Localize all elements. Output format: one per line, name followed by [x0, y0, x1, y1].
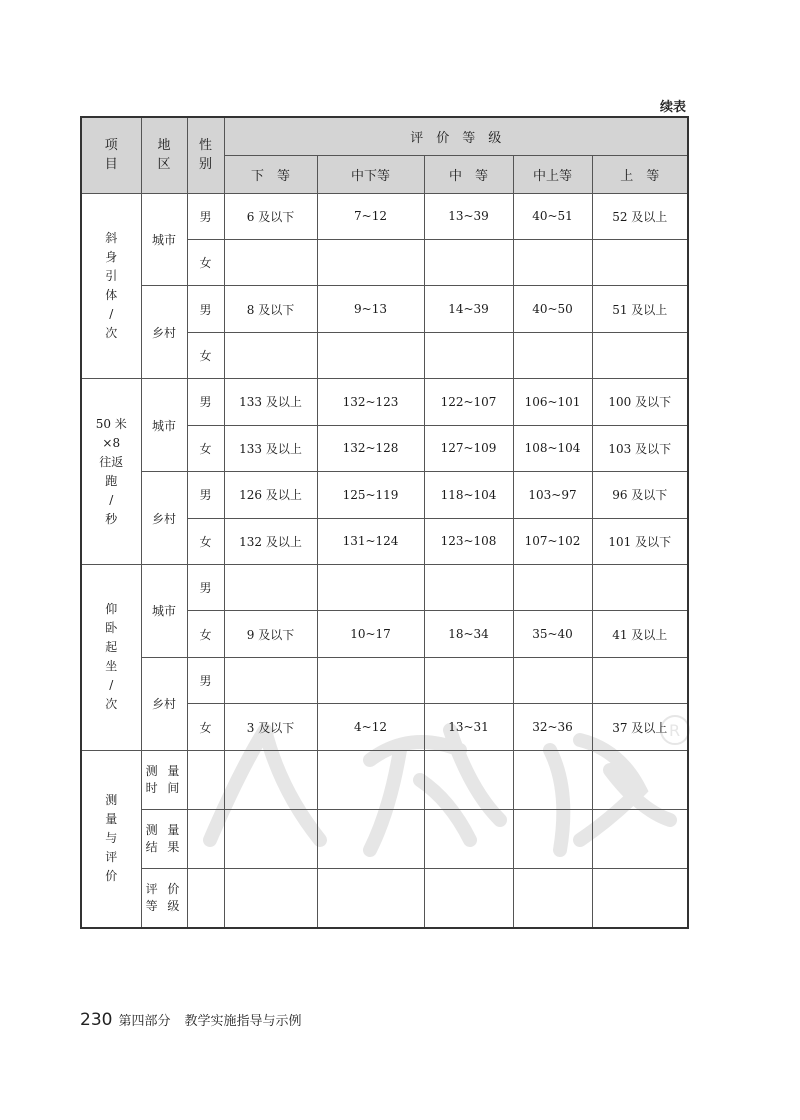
- fill-in-cell[interactable]: [424, 750, 513, 809]
- measurement-label: 测 量 结 果: [141, 809, 187, 868]
- grade-cell-upper-middle: [513, 332, 592, 378]
- grade-cell-lower-middle: [317, 332, 424, 378]
- fill-in-cell[interactable]: [224, 750, 317, 809]
- section-title: 斜 身 引 体 / 次: [81, 193, 141, 379]
- measurement-row: [81, 869, 688, 928]
- grade-cell-low: [224, 565, 317, 611]
- grade-cell-lower-middle: 7~12: [317, 193, 424, 239]
- grade-cell-middle: 14~39: [424, 286, 513, 332]
- gender-label: 女: [187, 332, 224, 378]
- region-label: 乡村: [141, 657, 187, 750]
- grade-cell-lower-middle: [317, 565, 424, 611]
- svg-text:R: R: [669, 721, 681, 740]
- empty-gender-cell[interactable]: [187, 809, 224, 868]
- fill-in-cell[interactable]: [592, 750, 688, 809]
- region-label: 乡村: [141, 472, 187, 565]
- gender-label: 女: [187, 611, 224, 657]
- table-row: [81, 472, 688, 518]
- grade-cell-high: 103 及以下: [592, 425, 688, 471]
- fill-in-cell[interactable]: [317, 809, 424, 868]
- measurement-row: [81, 750, 688, 809]
- gender-label: 男: [187, 472, 224, 518]
- grade-cell-lower-middle: [317, 239, 424, 285]
- grade-cell-low: [224, 657, 317, 703]
- grade-cell-high: 51 及以上: [592, 286, 688, 332]
- page-number: 230: [80, 1010, 113, 1030]
- grade-cell-lower-middle: [317, 657, 424, 703]
- gender-label: 男: [187, 286, 224, 332]
- grade-cell-low: [224, 239, 317, 285]
- grade-cell-low: [224, 332, 317, 378]
- grade-cell-middle: 123~108: [424, 518, 513, 564]
- gender-label: 女: [187, 425, 224, 471]
- grade-cell-upper-middle: 106~101: [513, 379, 592, 425]
- evaluation-table: [80, 116, 689, 929]
- fill-in-cell[interactable]: [513, 869, 592, 928]
- header-grade-high: 上 等: [592, 155, 688, 193]
- table-row: [81, 565, 688, 611]
- grade-cell-lower-middle: 9~13: [317, 286, 424, 332]
- grade-cell-lower-middle: 10~17: [317, 611, 424, 657]
- header-evaluation-level: 评 价 等 级: [224, 117, 688, 155]
- grade-cell-lower-middle: 132~128: [317, 425, 424, 471]
- grade-cell-low: 9 及以下: [224, 611, 317, 657]
- footer-title: 教学实施指导与示例: [184, 1014, 302, 1029]
- grade-cell-low: 132 及以上: [224, 518, 317, 564]
- grade-cell-upper-middle: [513, 657, 592, 703]
- gender-label: 女: [187, 518, 224, 564]
- gender-label: 男: [187, 193, 224, 239]
- page-footer: [80, 1010, 301, 1030]
- grade-cell-middle: [424, 565, 513, 611]
- grade-cell-upper-middle: 32~36: [513, 704, 592, 750]
- grade-cell-lower-middle: 125~119: [317, 472, 424, 518]
- grade-cell-upper-middle: 35~40: [513, 611, 592, 657]
- header-gender: 性 别: [187, 117, 224, 193]
- section-title: 50 米 ×8 往返 跑 / 秒: [81, 379, 141, 565]
- grade-cell-middle: 127~109: [424, 425, 513, 471]
- grade-cell-middle: [424, 657, 513, 703]
- grade-cell-high: [592, 332, 688, 378]
- grade-cell-low: 6 及以下: [224, 193, 317, 239]
- grade-cell-high: 100 及以下: [592, 379, 688, 425]
- measurement-title: 测 量 与 评 价: [81, 750, 141, 928]
- region-label: 城市: [141, 379, 187, 472]
- fill-in-cell[interactable]: [317, 869, 424, 928]
- header-grade-lower-middle: 中下等: [317, 155, 424, 193]
- grade-cell-lower-middle: 4~12: [317, 704, 424, 750]
- grade-cell-upper-middle: 40~51: [513, 193, 592, 239]
- fill-in-cell[interactable]: [592, 869, 688, 928]
- region-label: 城市: [141, 193, 187, 286]
- grade-cell-high: [592, 565, 688, 611]
- grade-cell-lower-middle: 131~124: [317, 518, 424, 564]
- grade-cell-upper-middle: 108~104: [513, 425, 592, 471]
- header-grade-low: 下 等: [224, 155, 317, 193]
- grade-cell-low: 133 及以上: [224, 425, 317, 471]
- grade-cell-middle: 18~34: [424, 611, 513, 657]
- header-item: 项 目: [81, 117, 141, 193]
- fill-in-cell[interactable]: [224, 869, 317, 928]
- region-label: 城市: [141, 565, 187, 658]
- gender-label: 男: [187, 657, 224, 703]
- grade-cell-high: 37 及以上: [592, 704, 688, 750]
- grade-cell-high: 96 及以下: [592, 472, 688, 518]
- table-row: [81, 657, 688, 703]
- fill-in-cell[interactable]: [513, 809, 592, 868]
- fill-in-cell[interactable]: [424, 809, 513, 868]
- grade-cell-middle: [424, 332, 513, 378]
- header-grade-middle: 中 等: [424, 155, 513, 193]
- table-row: [81, 379, 688, 425]
- gender-label: 女: [187, 239, 224, 285]
- continued-label: 续表: [659, 100, 686, 115]
- grade-cell-middle: 118~104: [424, 472, 513, 518]
- grade-cell-low: 126 及以上: [224, 472, 317, 518]
- footer-part: 第四部分: [118, 1014, 171, 1029]
- fill-in-cell[interactable]: [513, 750, 592, 809]
- table-row: [81, 193, 688, 239]
- section-title: 仰 卧 起 坐 / 次: [81, 565, 141, 751]
- measurement-label: 测 量 时 间: [141, 750, 187, 809]
- grade-cell-upper-middle: 103~97: [513, 472, 592, 518]
- grade-cell-high: 101 及以下: [592, 518, 688, 564]
- fill-in-cell[interactable]: [592, 809, 688, 868]
- grade-cell-lower-middle: 132~123: [317, 379, 424, 425]
- grade-cell-low: 8 及以下: [224, 286, 317, 332]
- grade-cell-middle: 13~39: [424, 193, 513, 239]
- grade-cell-upper-middle: [513, 565, 592, 611]
- grade-cell-high: 41 及以上: [592, 611, 688, 657]
- grade-cell-upper-middle: [513, 239, 592, 285]
- grade-cell-middle: [424, 239, 513, 285]
- grade-cell-upper-middle: 107~102: [513, 518, 592, 564]
- grade-cell-low: 133 及以上: [224, 379, 317, 425]
- region-label: 乡村: [141, 286, 187, 379]
- grade-cell-high: 52 及以上: [592, 193, 688, 239]
- gender-label: 男: [187, 379, 224, 425]
- grade-cell-upper-middle: 40~50: [513, 286, 592, 332]
- fill-in-cell[interactable]: [224, 809, 317, 868]
- grade-cell-high: [592, 657, 688, 703]
- gender-label: 女: [187, 704, 224, 750]
- gender-label: 男: [187, 565, 224, 611]
- grade-cell-high: [592, 239, 688, 285]
- header-grade-upper-middle: 中上等: [513, 155, 592, 193]
- fill-in-cell[interactable]: [317, 750, 424, 809]
- grade-cell-middle: 13~31: [424, 704, 513, 750]
- empty-gender-cell[interactable]: [187, 869, 224, 928]
- fill-in-cell[interactable]: [424, 869, 513, 928]
- grade-cell-middle: 122~107: [424, 379, 513, 425]
- table-row: [81, 286, 688, 332]
- measurement-label: 评 价 等 级: [141, 869, 187, 928]
- empty-gender-cell[interactable]: [187, 750, 224, 809]
- measurement-row: [81, 809, 688, 868]
- header-region: 地 区: [141, 117, 187, 193]
- grade-cell-low: 3 及以下: [224, 704, 317, 750]
